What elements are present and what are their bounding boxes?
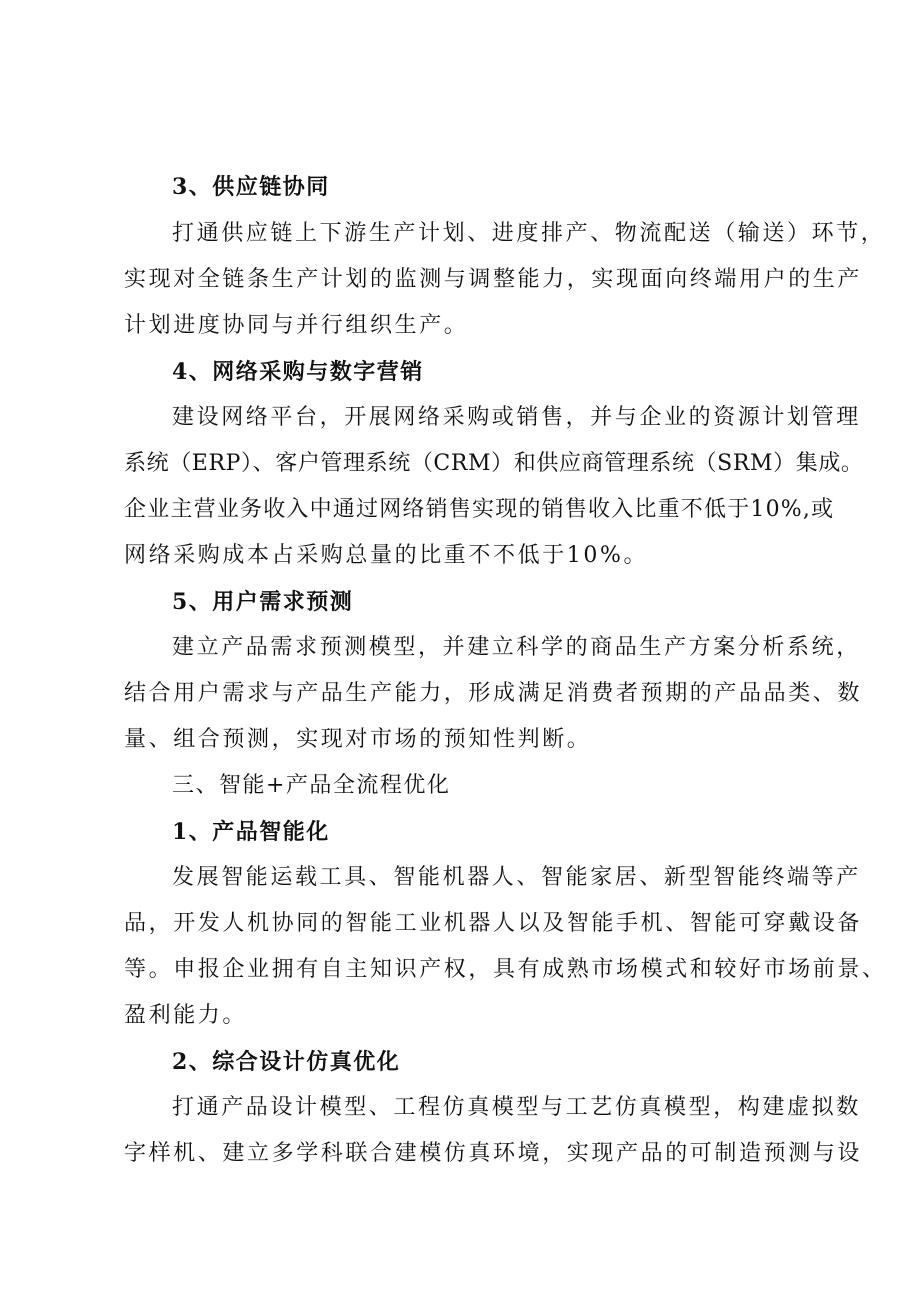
paragraph-line: 字样机、建立多学科联合建模仿真环境，实现产品的可制造预测与设 [124,1141,863,1166]
section-heading-supply-chain: 3、供应链协同 [172,174,330,200]
paragraph-line: 品，开发人机协同的智能工业机器人以及智能手机、智能可穿戴设备 [124,911,863,936]
subsection-heading-design-simulation: 2、综合设计仿真优化 [172,1049,401,1075]
paragraph-line: 打通供应链上下游生产计划、进度排产、物流配送（输送）环节， [172,221,886,246]
paragraph-line: 盈利能力。 [124,1003,248,1028]
paragraph-line: 发展智能运载工具、智能机器人、智能家居、新型智能终端等产 [172,865,861,890]
paragraph-line: 建设网络平台，开展网络采购或销售，并与企业的资源计划管理 [172,405,861,430]
paragraph-line: 建立产品需求预测模型，并建立科学的商品生产方案分析系统， [172,635,861,660]
part-heading: 三、智能+产品全流程优化 [172,773,451,798]
section-heading-demand-forecast: 5、用户需求预测 [172,589,354,615]
paragraph-line: 结合用户需求与产品生产能力，形成满足消费者预期的产品品类、数 [124,681,863,706]
paragraph-line: 系统（ERP）、客户管理系统（CRM）和供应商管理系统（SRM）集成。 [124,451,864,476]
section-heading-network-procurement: 4、网络采购与数字营销 [172,359,424,385]
subsection-heading-product-intelligence: 1、产品智能化 [172,819,330,845]
paragraph-line: 实现对全链条生产计划的监测与调整能力，实现面向终端用户的生产 [124,267,863,292]
paragraph-line: 网络采购成本占采购总量的比重不不低于10%。 [124,543,649,568]
paragraph-line: 计划进度协同与并行组织生产。 [124,313,469,338]
paragraph-line: 企业主营业务收入中通过网络销售实现的销售收入比重不低于10%,或 [124,497,835,522]
paragraph-line: 量、组合预测，实现对市场的预知性判断。 [124,727,592,752]
paragraph-line: 等。申报企业拥有自主知识产权，具有成熟市场模式和较好市场前景、 [124,957,887,982]
paragraph-line: 打通产品设计模型、工程仿真模型与工艺仿真模型，构建虚拟数 [172,1095,861,1120]
